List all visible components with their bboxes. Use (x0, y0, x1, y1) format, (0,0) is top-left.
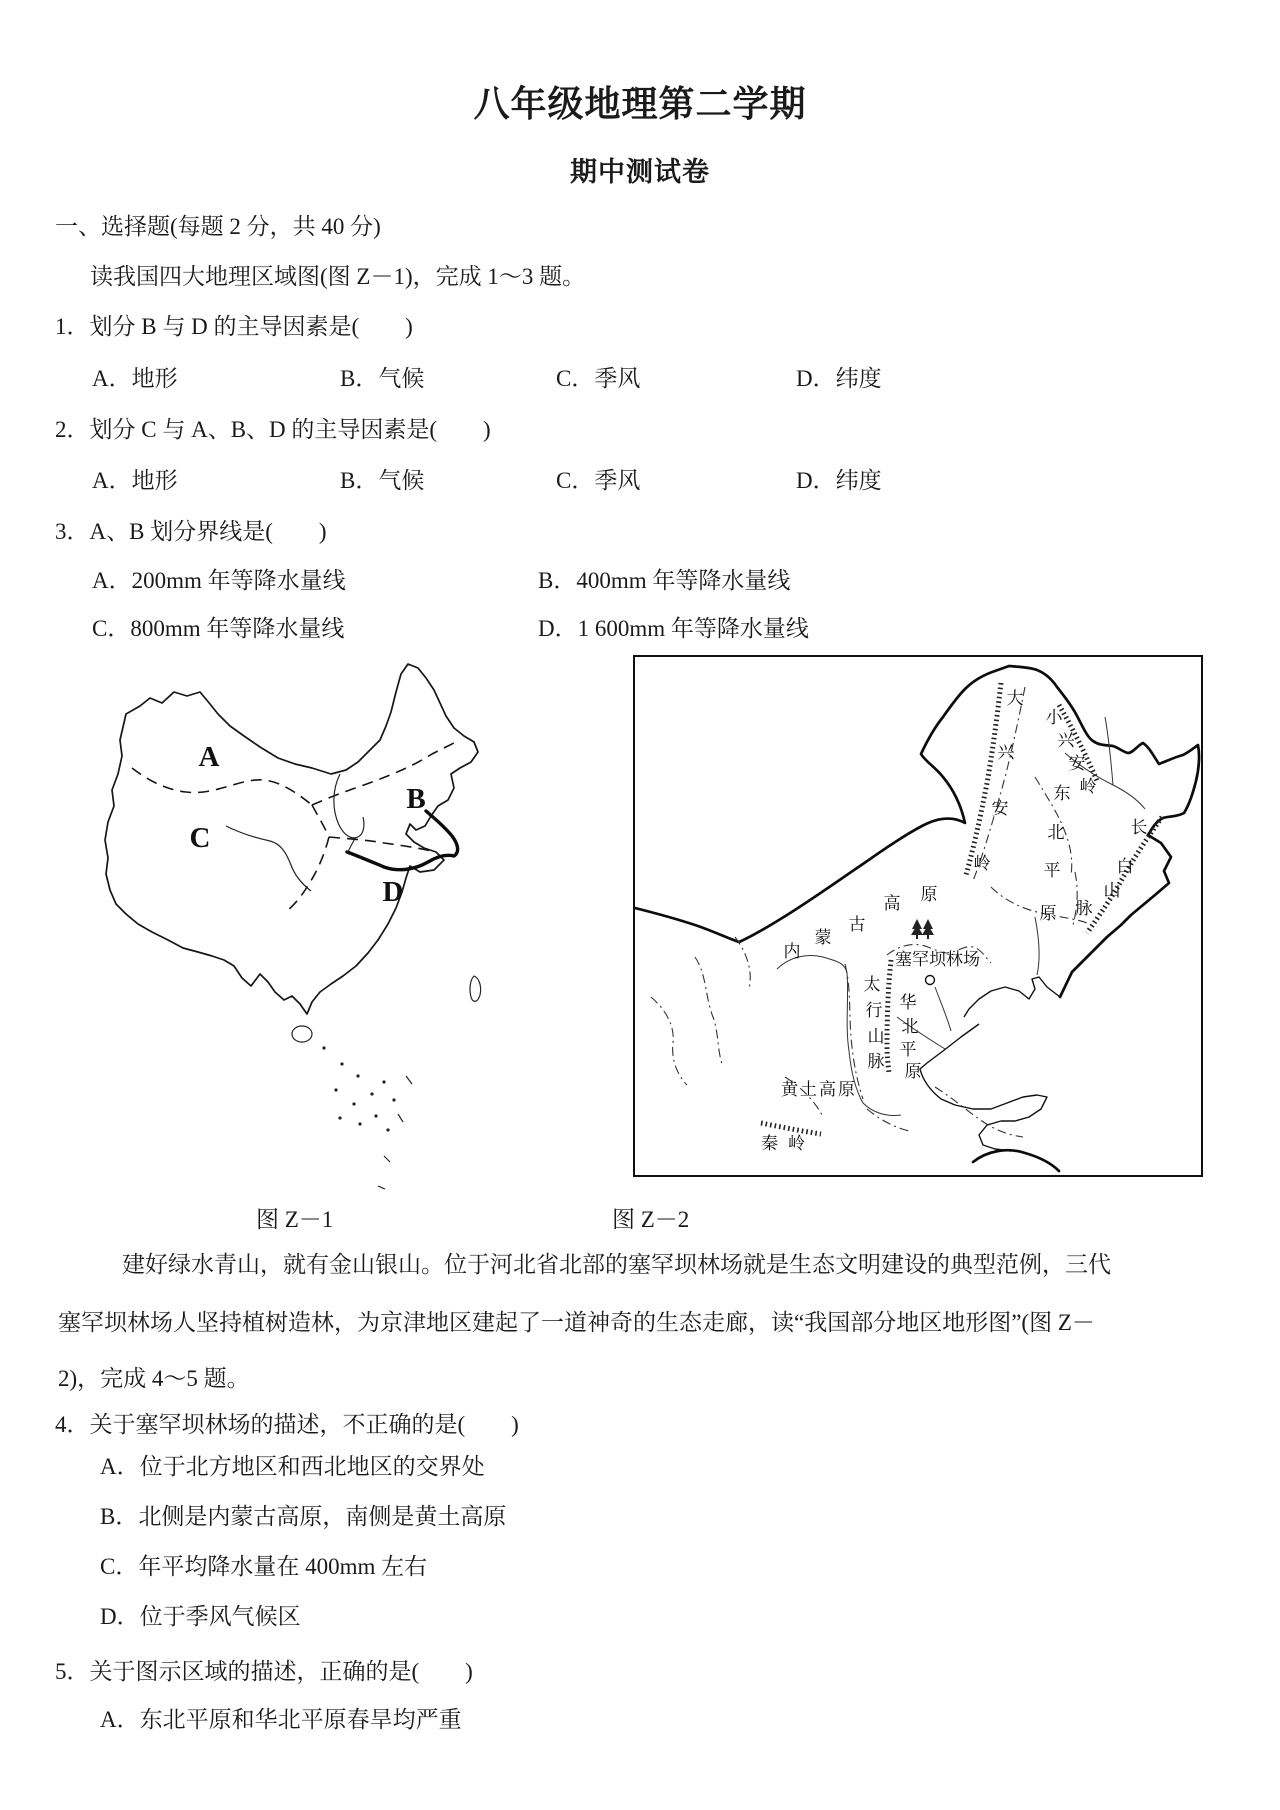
svg-text:原: 原 (920, 885, 938, 904)
q3-option-c: C．800mm 年等降水量线 (92, 616, 345, 641)
label-changbaishanmai (1076, 818, 1148, 918)
svg-text:华: 华 (899, 993, 917, 1012)
svg-text:东: 东 (1053, 784, 1071, 803)
forest-tree-icons (911, 919, 934, 939)
china-outline (105, 664, 478, 1014)
south-china-sea-islets (322, 1046, 412, 1189)
figure-z1-map (88, 648, 492, 1208)
boundary-a-c (132, 768, 312, 805)
svg-text:内: 内 (783, 942, 801, 961)
question-2-stem: 2．划分 C 与 A、B、D 的主导因素是( ) (55, 417, 491, 442)
boundary-c-d (287, 837, 329, 911)
svg-text:山: 山 (867, 1027, 885, 1046)
svg-text:长: 长 (1130, 818, 1148, 837)
svg-text:平: 平 (1043, 861, 1061, 880)
svg-text:高: 高 (883, 894, 901, 913)
svg-text:蒙: 蒙 (814, 928, 832, 947)
figure-z2-map (633, 655, 1203, 1177)
q1-option-d: D．纬度 (796, 366, 882, 391)
q3-option-d: D．1 600mm 年等降水量线 (538, 616, 809, 641)
svg-text:大: 大 (1006, 689, 1024, 708)
region-label-c: C (189, 822, 211, 854)
qinling-range (761, 1123, 821, 1134)
boundary-b-d-dashed (329, 837, 436, 852)
svg-text:岭: 岭 (1079, 777, 1097, 796)
svg-text:古: 古 (848, 915, 866, 934)
region-label-d: D (382, 876, 404, 908)
q3-option-b: B．400mm 年等降水量线 (538, 568, 791, 593)
page-title: 八年级地理第二学期 (473, 83, 807, 124)
passage-line-3: 2)，完成 4～5 题。 (58, 1366, 250, 1391)
svg-text:太: 太 (863, 975, 881, 994)
passage-line-1: 建好绿水青山，就有金山银山。位于河北省北部的塞罕坝林场就是生态文明建设的典型范例，三代 (122, 1252, 1111, 1277)
q2-option-d: D．纬度 (796, 468, 882, 493)
q2-option-b: B．气候 (340, 468, 425, 493)
china-regions-map-svg (88, 648, 492, 1208)
svg-text:脉: 脉 (867, 1052, 885, 1071)
svg-text:安: 安 (1068, 754, 1086, 773)
hainan-island (292, 1026, 312, 1042)
label-qinling: 秦岭 (761, 1134, 815, 1153)
label-xiaoxinganling (1046, 708, 1097, 796)
question-1-stem: 1．划分 B 与 D 的主导因素是( ) (55, 314, 413, 339)
svg-text:原: 原 (1039, 904, 1057, 923)
taihangshan-range (887, 960, 891, 1073)
page-subtitle: 期中测试卷 (570, 157, 710, 187)
svg-text:兴: 兴 (997, 743, 1015, 762)
q2-option-c: C．季风 (556, 468, 641, 493)
q2-option-a: A．地形 (92, 468, 178, 493)
taiwan-island (470, 976, 481, 1001)
svg-text:行: 行 (865, 1001, 883, 1020)
svg-text:岭: 岭 (973, 854, 991, 873)
label-saihanba: 塞罕坝林场 (895, 950, 980, 969)
svg-text:北: 北 (901, 1017, 919, 1036)
label-taihangshanmai (864, 975, 885, 1071)
svg-text:脉: 脉 (1075, 899, 1093, 918)
q1-option-b: B．气候 (340, 366, 425, 391)
label-huangtugaoyuan: 黄土高原 (781, 1080, 857, 1099)
yellow-river-bend (334, 774, 364, 852)
section-heading: 一、选择题(每题 2 分，共 40 分) (55, 214, 381, 239)
label-dongbeipingyuan (1040, 784, 1071, 923)
daxinganling-range (966, 683, 1001, 875)
saihanba-site-circle (926, 976, 935, 985)
q1-option-a: A．地形 (92, 366, 178, 391)
intro-text: 读我国四大地理区域图(图 Z－1)，完成 1～3 题。 (90, 264, 586, 289)
question-4-stem: 4．关于塞罕坝林场的描述，不正确的是( ) (55, 1412, 519, 1437)
question-5-stem: 5．关于图示区域的描述，正确的是( ) (55, 1659, 473, 1684)
national-border (635, 666, 1199, 997)
svg-text:兴: 兴 (1057, 731, 1075, 750)
q4-option-a: A．位于北方地区和西北地区的交界处 (100, 1454, 485, 1479)
region-label-a: A (198, 741, 220, 773)
boundary-junction (312, 805, 329, 837)
bold-coast-arc (973, 1150, 1059, 1171)
q3-option-a: A．200mm 年等降水量线 (92, 568, 346, 593)
q4-option-b: B．北侧是内蒙古高原，南侧是黄土高原 (100, 1504, 507, 1529)
q1-option-c: C．季风 (556, 366, 641, 391)
q4-option-d: D．位于季风气候区 (100, 1604, 301, 1629)
svg-text:山: 山 (1103, 881, 1121, 900)
terrain-map-svg (635, 657, 1201, 1175)
svg-text:小: 小 (1045, 708, 1063, 727)
label-huabeipingyuan (900, 993, 922, 1081)
svg-text:白: 白 (1116, 857, 1134, 876)
figure-z1-caption: 图 Z－1 (256, 1207, 334, 1232)
q5-option-a: A．东北平原和华北平原春旱均严重 (100, 1707, 462, 1732)
passage-line-2: 塞罕坝林场人坚持植树造林，为京津地区建起了一道神奇的生态走廊，读“我国部分地区地形图”(图 Z－ (58, 1310, 1095, 1335)
svg-text:安: 安 (991, 799, 1009, 818)
svg-text:平: 平 (899, 1040, 917, 1059)
question-3-stem: 3．A、B 划分界线是( ) (55, 519, 327, 544)
svg-text:北: 北 (1047, 823, 1065, 842)
region-label-b: B (406, 783, 426, 815)
upper-yangtze-line (226, 826, 311, 891)
q4-option-c: C．年平均降水量在 400mm 左右 (100, 1554, 428, 1579)
svg-text:原: 原 (904, 1062, 922, 1081)
figure-z2-caption: 图 Z－2 (612, 1207, 690, 1232)
